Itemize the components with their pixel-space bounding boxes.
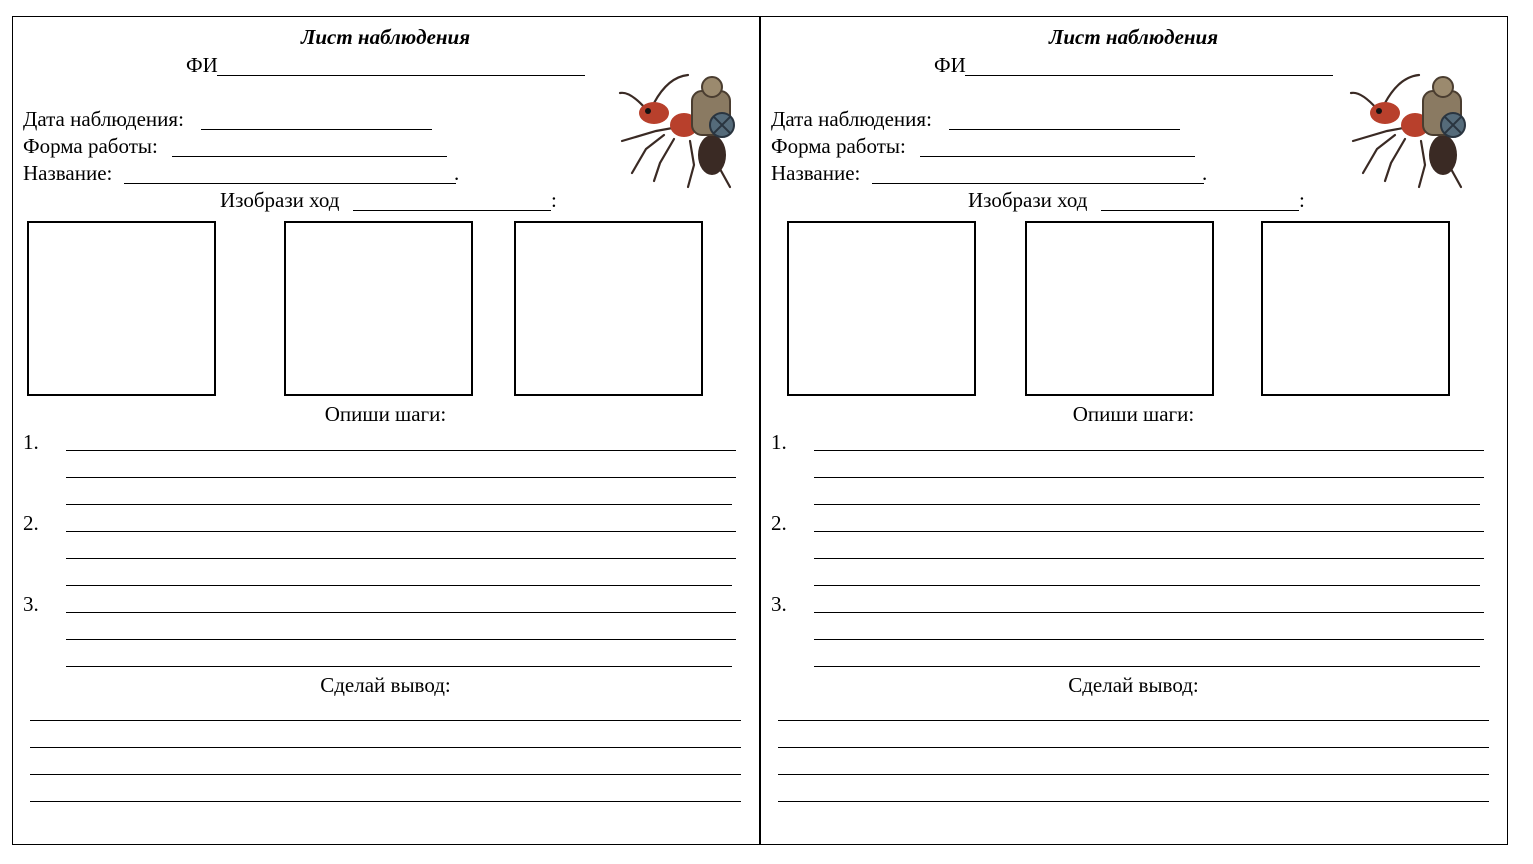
date-field[interactable] — [201, 129, 432, 130]
step-1-line-1[interactable] — [814, 450, 1484, 451]
fi-field[interactable] — [217, 75, 585, 76]
step-2-line-2[interactable] — [66, 558, 736, 559]
conclusion-label: Сделай вывод: — [1068, 673, 1199, 697]
draw-subject-field[interactable] — [1101, 210, 1299, 211]
step-number-3: 3. — [23, 592, 39, 616]
step-number-3: 3. — [771, 592, 787, 616]
fi-label: ФИ — [934, 53, 966, 77]
drawing-box-3[interactable] — [1261, 221, 1450, 396]
step-number-2: 2. — [23, 511, 39, 535]
conclusion-line-4[interactable] — [30, 801, 741, 802]
step-1-line-1[interactable] — [66, 450, 736, 451]
conclusion-label: Сделай вывод: — [320, 673, 451, 697]
step-3-line-3[interactable] — [66, 666, 732, 667]
name-field[interactable] — [872, 183, 1204, 184]
name-period: . — [1202, 161, 1208, 185]
drawing-box-1[interactable] — [787, 221, 976, 396]
sheet-title: Лист наблюдения — [300, 25, 471, 49]
drawing-box-3[interactable] — [514, 221, 703, 396]
conclusion-line-1[interactable] — [778, 720, 1489, 721]
step-number-1: 1. — [771, 430, 787, 454]
step-1-line-3[interactable] — [814, 504, 1480, 505]
draw-colon: : — [551, 188, 557, 212]
step-number-1: 1. — [23, 430, 39, 454]
conclusion-line-2[interactable] — [30, 747, 741, 748]
date-label: Дата наблюдения: — [771, 107, 932, 131]
step-3-line-3[interactable] — [814, 666, 1480, 667]
date-field[interactable] — [949, 129, 1180, 130]
name-label: Название: — [771, 161, 861, 185]
ant-with-backpack-icon — [616, 69, 740, 191]
form-label: Форма работы: — [23, 134, 158, 158]
form-field[interactable] — [920, 156, 1195, 157]
conclusion-line-3[interactable] — [778, 774, 1489, 775]
conclusion-line-4[interactable] — [778, 801, 1489, 802]
step-1-line-2[interactable] — [66, 477, 736, 478]
name-field[interactable] — [124, 183, 456, 184]
steps-label: Опиши шаги: — [324, 402, 447, 426]
conclusion-line-3[interactable] — [30, 774, 741, 775]
drawing-box-1[interactable] — [27, 221, 216, 396]
step-2-line-3[interactable] — [814, 585, 1480, 586]
observation-sheet-left — [12, 16, 759, 845]
step-3-line-2[interactable] — [814, 639, 1484, 640]
fi-label: ФИ — [186, 53, 218, 77]
step-number-2: 2. — [771, 511, 787, 535]
step-1-line-2[interactable] — [814, 477, 1484, 478]
drawing-box-2[interactable] — [1025, 221, 1214, 396]
observation-sheet-right — [760, 16, 1507, 845]
form-field[interactable] — [172, 156, 447, 157]
step-3-line-2[interactable] — [66, 639, 736, 640]
conclusion-line-2[interactable] — [778, 747, 1489, 748]
ant-with-backpack-icon — [1347, 69, 1471, 191]
draw-label: Изобрази ход — [968, 188, 1088, 212]
name-period: . — [454, 161, 460, 185]
step-3-line-1[interactable] — [814, 612, 1484, 613]
name-label: Название: — [23, 161, 113, 185]
conclusion-line-1[interactable] — [30, 720, 741, 721]
step-2-line-1[interactable] — [814, 531, 1484, 532]
fi-field[interactable] — [965, 75, 1333, 76]
drawing-box-2[interactable] — [284, 221, 473, 396]
date-label: Дата наблюдения: — [23, 107, 184, 131]
step-3-line-1[interactable] — [66, 612, 736, 613]
sheet-title: Лист наблюдения — [1048, 25, 1219, 49]
draw-subject-field[interactable] — [353, 210, 551, 211]
steps-label: Опиши шаги: — [1072, 402, 1195, 426]
step-1-line-3[interactable] — [66, 504, 732, 505]
step-2-line-1[interactable] — [66, 531, 736, 532]
draw-colon: : — [1299, 188, 1305, 212]
step-2-line-2[interactable] — [814, 558, 1484, 559]
form-label: Форма работы: — [771, 134, 906, 158]
draw-label: Изобрази ход — [220, 188, 340, 212]
step-2-line-3[interactable] — [66, 585, 732, 586]
